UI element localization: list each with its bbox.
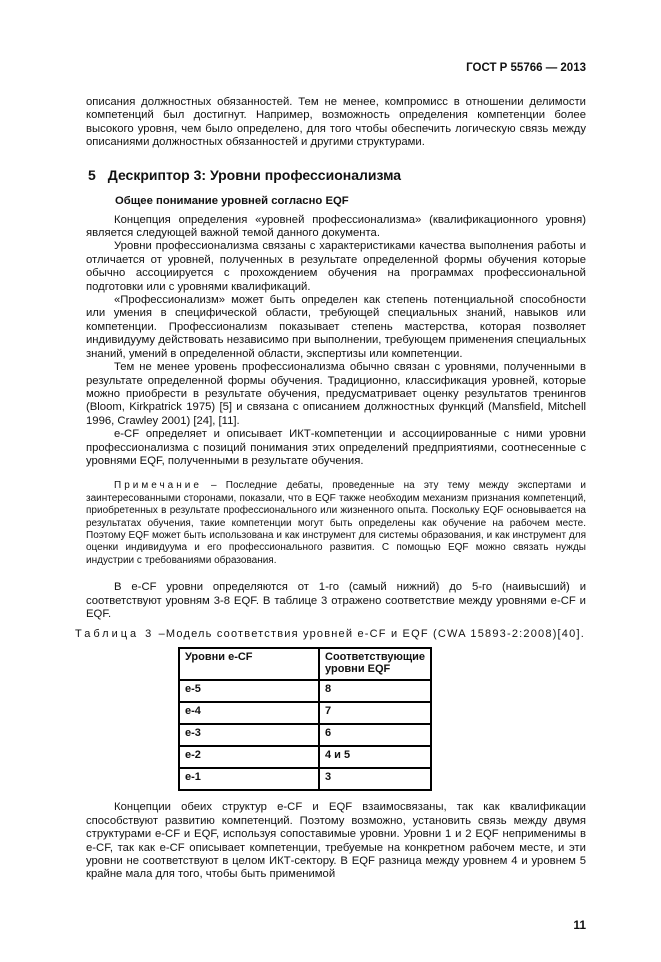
subsection-heading: Общее понимание уровней согласно EQF (115, 194, 349, 207)
note-block (86, 480, 586, 567)
table-cell: e-5 (179, 680, 319, 702)
table-row (179, 746, 431, 768)
table-cell: e-3 (179, 724, 319, 746)
document-standard-header: ГОСТ Р 55766 — 2013 (466, 62, 586, 74)
table-cell: e-1 (179, 768, 319, 790)
page-number: 11 (573, 917, 586, 932)
final-paragraph (86, 801, 586, 881)
section-heading (88, 166, 586, 184)
body-paragraphs (86, 214, 586, 469)
paragraph: Тем не менее уровень профессионализма обычно связан с уровнями, полученными в результате определенной формы обучения. Традиционно, классификация уровней, которые можно приобрести в результате обучения, предусматривает оценку результатов тренингов (Bloom, Kirkpatrick 1975) [5] и связана с описанием должностных функций (Mansfield, Mitchell 1996, Crawley 2001) [24], [11]. (86, 361, 586, 427)
table-cell: e-4 (179, 702, 319, 724)
table-cell: 8 (319, 680, 431, 702)
section-title: Дескриптор 3: Уровни профессионализма (107, 166, 402, 183)
table-row (179, 724, 431, 746)
levels-table (178, 647, 432, 791)
paragraph: «Профессионализм» может быть определен как степень потенциальной способности или умения в специфической области, требующей специальных знаний, навыков или компетенции. Профессионализм показывает степень мастерства, которая позволяет индивидууму действовать независимо при выполнении, требующем применения специальных знаний, умений в определенной области, экспертизы или компетенции. (86, 294, 586, 360)
table-cell: e-2 (179, 746, 319, 768)
table-header-cell: Уровни e-CF (179, 648, 319, 680)
table-cell: 4 и 5 (319, 746, 431, 768)
paragraph: Уровни профессионализма связаны с характеристиками качества выполнения работы и отличается от уровней, полученных в результате определенной формы обучения которые обычно ассоциируется с прохождением обучения на программах профессиональной подготовки или с уровнями квалификаций. (86, 240, 586, 293)
table-row (179, 768, 431, 790)
table-header-row (179, 648, 431, 680)
table-caption (75, 627, 590, 641)
table-row (179, 680, 431, 702)
paragraph-text: В e-CF уровни определяются от 1-го (самый нижний) до 5-го (наивысший) и соответствуют уровням 3-8 EQF. В таблице 3 отражено соответствие между уровнями e-CF и EQF. (86, 581, 586, 620)
table-caption-text: –Модель соответствия уровней e-CF и EQF (CWA 15893-2:2008)[40]. (154, 628, 585, 641)
note-label: Примечание (114, 480, 202, 492)
table-header-cell: Соответствующие уровни EQF (319, 648, 431, 680)
paragraph: Концепция определения «уровней профессионализма» (квалификационного уровня) является следующей важной темой данного документа. (86, 213, 586, 240)
paragraph-text: описания должностных обязанностей. Тем не менее, компромисс в отношении делимости компетенций был достигнут. Например, возможность определения компетенции более высокого уровня, чем было определено, для того чтобы обеспечить логическую связь между описаниями должностных обязанностей и другими структурами. (86, 96, 586, 149)
note-text: – Последние дебаты, проведенные на эту тему между экспертами и заинтересованными сторонами, показали, что в EQF также необходим механизм признания компетенций, приобретенных в результате профессионального или жизненного опыта. Поскольку EQF основывается на результатах обучения, такие компетенции могут быть определены как обучение на рабочем месте. Поэтому EQF может быть использована и как инструмент для системы образования, и как инструмент для оценки индивидуума и его профессионального развития. С помощью EQF можно связать нужды индустрии с требованиями образования. (86, 480, 586, 566)
section-number: 5 (88, 166, 96, 183)
paragraph: e-CF определяет и описывает ИКТ-компетенции и ассоциированные с ними уровни профессионализма с позиций понимания этих определений предприятиями, соотнесенные с уровнями EQF, полученными в результате обучения. (86, 428, 586, 467)
table-row (179, 702, 431, 724)
paragraph-text: Концепции обеих структур e-CF и EQF взаимосвязаны, так как квалификации способствуют развитию компетенций. Поэтому возможно, установить связь между двумя структурами e-CF и EQF, используя сопоставимые уровни. Уровни 1 и 2 EQF неприменимы в e-CF, так как e-CF описывает компетенции, требуемые на конкретном рабочем месте, и эти уровни не соответствуют в целом ИКТ-сектору. В EQF разница между уровнем 4 и уровнем 5 крайне мала для того, чтобы быть применимой (86, 801, 586, 881)
page-column (75, 0, 586, 962)
table-caption-label: Таблица 3 (75, 628, 155, 641)
table-cell: 7 (319, 702, 431, 724)
table-cell: 6 (319, 724, 431, 746)
intro-paragraph (86, 96, 586, 150)
table-cell: 3 (319, 768, 431, 790)
levels-paragraph (86, 581, 586, 621)
